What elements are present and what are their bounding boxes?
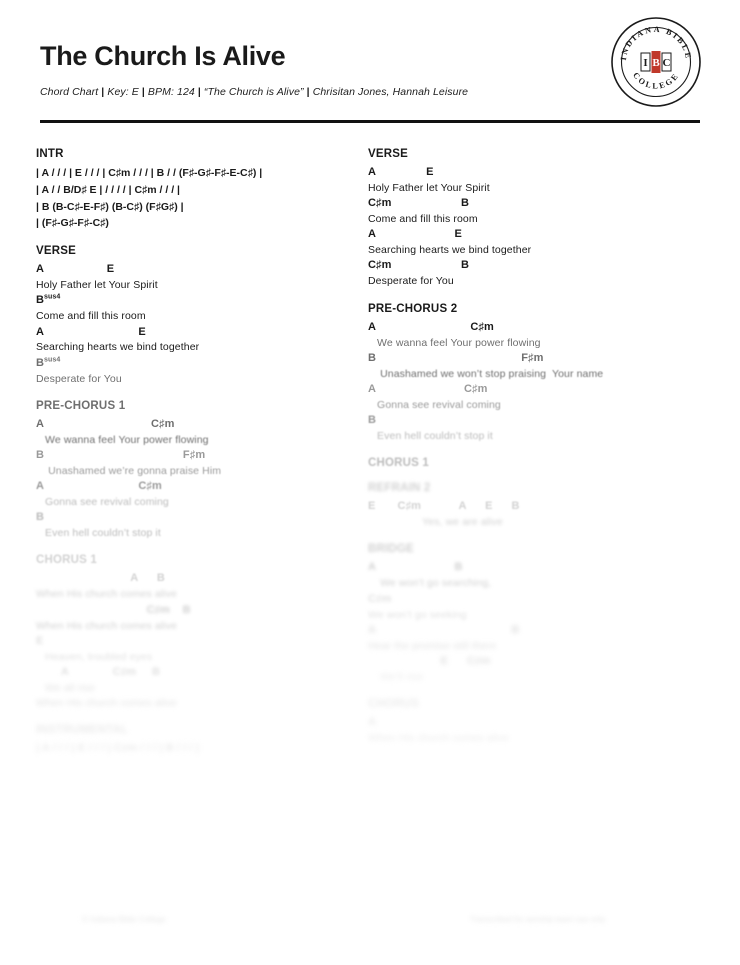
chord-line: A C♯m B [36, 665, 161, 678]
chord-line: C♯m [368, 592, 392, 605]
section-heading: CHORUS [368, 698, 420, 711]
chord-line: A B [36, 572, 165, 585]
svg-text:B: B [652, 57, 660, 69]
header-divider [40, 120, 700, 123]
intro-line: | B (B-C♯-E-F♯) (B-C♯) (F♯G♯) | [36, 200, 184, 213]
page-title: The Church Is Alive [40, 41, 286, 71]
lyric-line: Come and fill this room [368, 213, 478, 226]
chord-line: C♯m B [368, 197, 470, 210]
lyric-line: We won’t go seeking [368, 608, 467, 621]
section-heading: CHORUS 1 [36, 554, 98, 567]
left-column [0, 148, 340, 770]
section-heading: CHORUS 1 [368, 457, 430, 470]
lyric-line: Heaven, troubled eyes [36, 650, 153, 663]
section-heading: VERSE [36, 245, 76, 258]
section-chorus [368, 698, 680, 746]
subtitle-authors: Chrisitan Jones, Hannah Leisure [312, 85, 469, 98]
subtitle-chord-chart: Chord Chart [40, 85, 99, 98]
svg-text:C: C [662, 57, 671, 69]
chord-line: E C♯m A E B [368, 500, 520, 513]
chord-line: B F♯m [368, 351, 544, 364]
lyric-line: Holy Father let Your Spirit [36, 279, 158, 292]
section-pre-chorus-1 [36, 400, 340, 542]
chord-line: A B [368, 623, 520, 636]
subtitle-song: “The Church is Alive” [203, 85, 304, 98]
lyric-line: We’ll rise [368, 670, 424, 683]
chord-line: A E [36, 263, 115, 276]
subtitle-bpm: BPM: 124 [147, 85, 195, 98]
svg-text:I: I [643, 57, 648, 69]
lyric-line: Gonna see revival coming [36, 496, 169, 509]
lyric-line: When His church comes alive [36, 619, 177, 632]
lyric-line: Holy Father let Your Spirit [368, 181, 490, 194]
lyric-line: Desperate for You [36, 372, 122, 385]
section-heading: INTR [36, 148, 64, 160]
svg-text:INDIANA BIBLE: INDIANA BIBLE [618, 24, 694, 61]
lyric-line: Come and fill this room [36, 310, 146, 323]
lyric-line: Searching hearts we bind together [368, 244, 532, 257]
section-intro [36, 148, 340, 232]
chord-line: B [368, 414, 377, 427]
lyric-line: Unashamed we won’t stop praising Your name [368, 367, 604, 380]
section-pre-chorus-2 [368, 303, 680, 445]
lyric-line: Hear the promise still there [368, 639, 497, 652]
chord-line: A C♯m [36, 480, 162, 493]
chord-line: A C♯m [368, 320, 494, 333]
section-refrain-2 [368, 482, 680, 530]
lyric-line: When His church comes alive [368, 731, 509, 744]
lyric-line: Unashamed we’re gonna praise Him [36, 464, 222, 477]
section-instrumental [36, 724, 340, 757]
lyric-line: Searching hearts we bind together [36, 341, 200, 354]
lyric-line: Yes, we are alive [368, 516, 503, 529]
document-subtitle [40, 86, 700, 98]
indiana-bible-college-seal-icon [610, 16, 702, 108]
section-heading: INSTRUMENTAL [36, 724, 129, 737]
section-verse [36, 245, 340, 387]
chord-line: A E [368, 166, 434, 178]
chord-line: A [368, 716, 377, 729]
chord-line: C♯m B [36, 603, 191, 616]
section-chorus-1 [36, 554, 340, 711]
chord-line: B [36, 511, 45, 524]
section-heading: REFRAIN 2 [368, 482, 431, 495]
section-chorus-1 [368, 457, 680, 469]
chord-line: E [36, 634, 44, 647]
intro-line: | A / / B/D♯ E | / / / / | C♯m / / / | [36, 183, 180, 196]
subtitle-separator: | [101, 85, 105, 98]
chord-line: C♯m B [368, 259, 470, 272]
chord-line: E C♯m [368, 654, 491, 667]
chord-line: $B^{sus4}$ [36, 293, 61, 307]
document-footer [0, 915, 740, 923]
lyric-line: Desperate for You [368, 275, 454, 288]
subtitle-key: Key: E [107, 85, 139, 98]
chord-line: A E [36, 325, 146, 338]
chord-line: $B^{sus4}$ [36, 356, 61, 369]
section-verse [368, 148, 680, 290]
section-heading: BRIDGE [368, 543, 414, 556]
section-heading: VERSE [368, 148, 408, 160]
footer-left-text: © Indiana Bible College [82, 915, 166, 924]
section-bridge [368, 543, 680, 685]
chord-line: | A / / / | E / / / | C♯m / / / | B / / / | [36, 742, 200, 755]
section-heading: PRE-CHORUS 1 [36, 399, 126, 412]
chord-line: A E [368, 228, 462, 241]
lyric-line: We wanna feel Your power flowing [36, 433, 209, 446]
intro-line: | A / / / | E / / / | C♯m / / / | B / / (F♯-G♯-F♯-E-C♯) | [36, 167, 263, 179]
chord-line: B F♯m [36, 448, 206, 461]
lyric-line: We all rise [36, 681, 95, 694]
subtitle-separator: | [306, 85, 310, 98]
subtitle-separator: | [197, 85, 201, 98]
header-divider-notch [203, 113, 233, 117]
lyric-line: We won’t go searching, [368, 577, 492, 590]
footer-right-text: Transcribed for worship team use only [470, 915, 606, 924]
lyric-line: Even hell couldn’t stop it [368, 430, 493, 443]
section-heading: PRE-CHORUS 2 [368, 302, 458, 315]
lyric-line: Gonna see revival coming [368, 398, 501, 411]
lyric-line: Even hell couldn’t stop it [36, 527, 161, 540]
chord-line: A B [368, 561, 463, 574]
chord-line: A C♯m [36, 417, 175, 430]
right-column [340, 148, 680, 770]
intro-line: | (F♯-G♯-F♯-C♯) [36, 217, 109, 230]
lyric-line: We wanna feel Your power flowing [368, 336, 541, 349]
chart-body [0, 148, 740, 770]
lyric-line: When His church comes alive [36, 697, 177, 710]
svg-text:COLLEGE: COLLEGE [631, 70, 681, 91]
chord-line: A C♯m [368, 382, 488, 395]
lyric-line: When His church comes alive [36, 588, 177, 601]
subtitle-separator: | [141, 85, 145, 98]
